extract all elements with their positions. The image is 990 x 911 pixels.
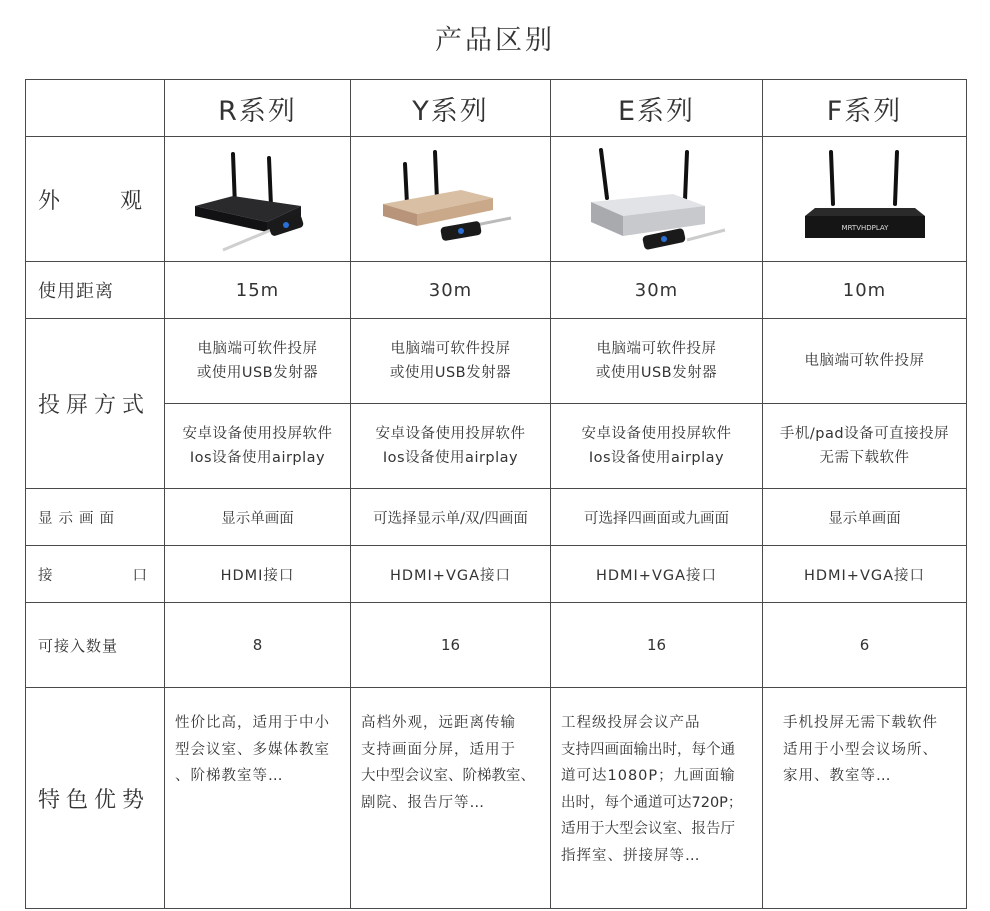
- features-e-line-1: 工程级投屏会议产品: [561, 715, 701, 731]
- count-r: 8: [165, 603, 351, 688]
- distance-row: [26, 262, 967, 319]
- header-row: [26, 80, 967, 137]
- features-f-line-3: 家用、教室等…: [783, 768, 892, 784]
- method-mobile-r: [165, 404, 351, 489]
- features-label: 特色优势: [26, 688, 165, 909]
- features-y-line-4: 剧院、报告厅等…: [361, 794, 485, 811]
- distance-e: 30m: [551, 262, 763, 319]
- f-series-brand-text: MRTVHDPLAY: [841, 224, 888, 232]
- r-series-device-image: [183, 144, 333, 254]
- features-y-line-1: 高档外观，远距离传输: [361, 715, 516, 731]
- appearance-label: [26, 137, 165, 262]
- method-pc-y-line-2: 或使用USB发射器: [389, 365, 512, 381]
- interface-label-char-2: 口: [132, 567, 148, 584]
- display-r: 显示单画面: [165, 489, 351, 546]
- distance-label: 使用距离: [26, 262, 165, 319]
- method-pc-f: [763, 319, 967, 404]
- method-pc-f-line-1: 电脑端可软件投屏: [804, 353, 925, 369]
- distance-y: 30m: [351, 262, 551, 319]
- features-e: [551, 688, 763, 909]
- interface-row: [26, 546, 967, 603]
- col-header-r: R系列: [165, 80, 351, 137]
- method-mobile-f-line-1: 手机/pad设备可直接投屏: [779, 426, 950, 442]
- appearance-label-char-1: 外: [38, 188, 67, 214]
- method-pc-e: [551, 319, 763, 404]
- method-pc-r: [165, 319, 351, 404]
- method-pc-e-line-2: 或使用USB发射器: [595, 365, 718, 381]
- e-series-device-image: [577, 144, 737, 254]
- col-header-e: E系列: [551, 80, 763, 137]
- features-r-line-3: 、阶梯教室等…: [175, 768, 284, 784]
- features-e-line-4: 出时，每个通道可达720P；: [561, 794, 743, 811]
- count-e: 16: [551, 603, 763, 688]
- method-mobile-y-line-2: Ios设备使用airplay: [382, 450, 519, 466]
- display-y: 可选择显示单/双/四画面: [351, 489, 551, 546]
- features-y-line-3: 大中型会议室、阶梯教室、: [361, 768, 535, 784]
- features-e-line-5: 适用于大型会议室、报告厅: [561, 821, 735, 837]
- method-pc-row: [26, 319, 967, 404]
- display-e: 可选择四画面或九画面: [551, 489, 763, 546]
- method-mobile-r-line-1: 安卓设备使用投屏软件: [182, 426, 333, 442]
- features-row: [26, 688, 967, 909]
- method-mobile-row: [26, 404, 967, 489]
- features-y: [351, 688, 551, 909]
- features-f-line-1: 手机投屏无需下载软件: [783, 715, 938, 731]
- interface-e: HDMI+VGA接口: [551, 546, 763, 603]
- method-mobile-y-line-1: 安卓设备使用投屏软件: [375, 426, 526, 442]
- y-series-device-image: [371, 144, 531, 254]
- distance-r: 15m: [165, 262, 351, 319]
- method-mobile-y: [351, 404, 551, 489]
- features-e-line-6: 指挥室、拼接屏等…: [561, 847, 701, 864]
- features-r-line-1: 性价比高，适用于中小: [175, 715, 330, 731]
- appearance-label-char-2: 观: [119, 188, 148, 214]
- interface-label-char-1: 接: [38, 567, 54, 584]
- f-series-device-image: [785, 144, 945, 254]
- method-mobile-e-line-2: Ios设备使用airplay: [588, 450, 725, 466]
- display-f: 显示单画面: [763, 489, 967, 546]
- method-mobile-e-line-1: 安卓设备使用投屏软件: [581, 426, 732, 442]
- method-pc-y-line-1: 电脑端可软件投屏: [390, 341, 511, 357]
- features-e-line-2: 支持四画面输出时，每个通: [561, 741, 735, 758]
- f-series-image-cell: [763, 137, 967, 262]
- method-pc-y: [351, 319, 551, 404]
- count-label: 可接入数量: [26, 603, 165, 688]
- appearance-row: [26, 137, 967, 262]
- method-pc-r-line-2: 或使用USB发射器: [196, 365, 319, 381]
- method-mobile-r-line-2: Ios设备使用airplay: [189, 450, 326, 466]
- interface-y: HDMI+VGA接口: [351, 546, 551, 603]
- interface-r: HDMI接口: [165, 546, 351, 603]
- display-label: 显示画面: [26, 489, 165, 546]
- method-label: 投屏方式: [26, 319, 165, 489]
- method-mobile-e: [551, 404, 763, 489]
- r-series-image-cell: [165, 137, 351, 262]
- count-row: [26, 603, 967, 688]
- interface-label: [26, 546, 165, 603]
- col-header-f: F系列: [763, 80, 967, 137]
- display-row: [26, 489, 967, 546]
- count-y: 16: [351, 603, 551, 688]
- features-r-line-2: 型会议室、多媒体教室: [175, 741, 330, 758]
- features-f-line-2: 适用于小型会议场所、: [783, 741, 938, 758]
- method-pc-r-line-1: 电脑端可软件投屏: [197, 341, 318, 357]
- features-y-line-2: 支持画面分屏，适用于: [361, 741, 516, 758]
- comparison-table: [25, 79, 967, 909]
- method-pc-e-line-1: 电脑端可软件投屏: [596, 341, 717, 357]
- page-title: 产品区别: [435, 25, 555, 56]
- features-f: [763, 688, 967, 909]
- count-f: 6: [763, 603, 967, 688]
- interface-f: HDMI+VGA接口: [763, 546, 967, 603]
- features-r: [165, 688, 351, 909]
- e-series-image-cell: [551, 137, 763, 262]
- col-header-y: Y系列: [351, 80, 551, 137]
- method-mobile-f-line-2: 无需下载软件: [819, 450, 910, 466]
- distance-f: 10m: [763, 262, 967, 319]
- method-mobile-f: [763, 404, 967, 489]
- corner-cell: [26, 80, 165, 137]
- y-series-image-cell: [351, 137, 551, 262]
- features-e-line-3: 道可达1080P；九画面输: [561, 768, 736, 784]
